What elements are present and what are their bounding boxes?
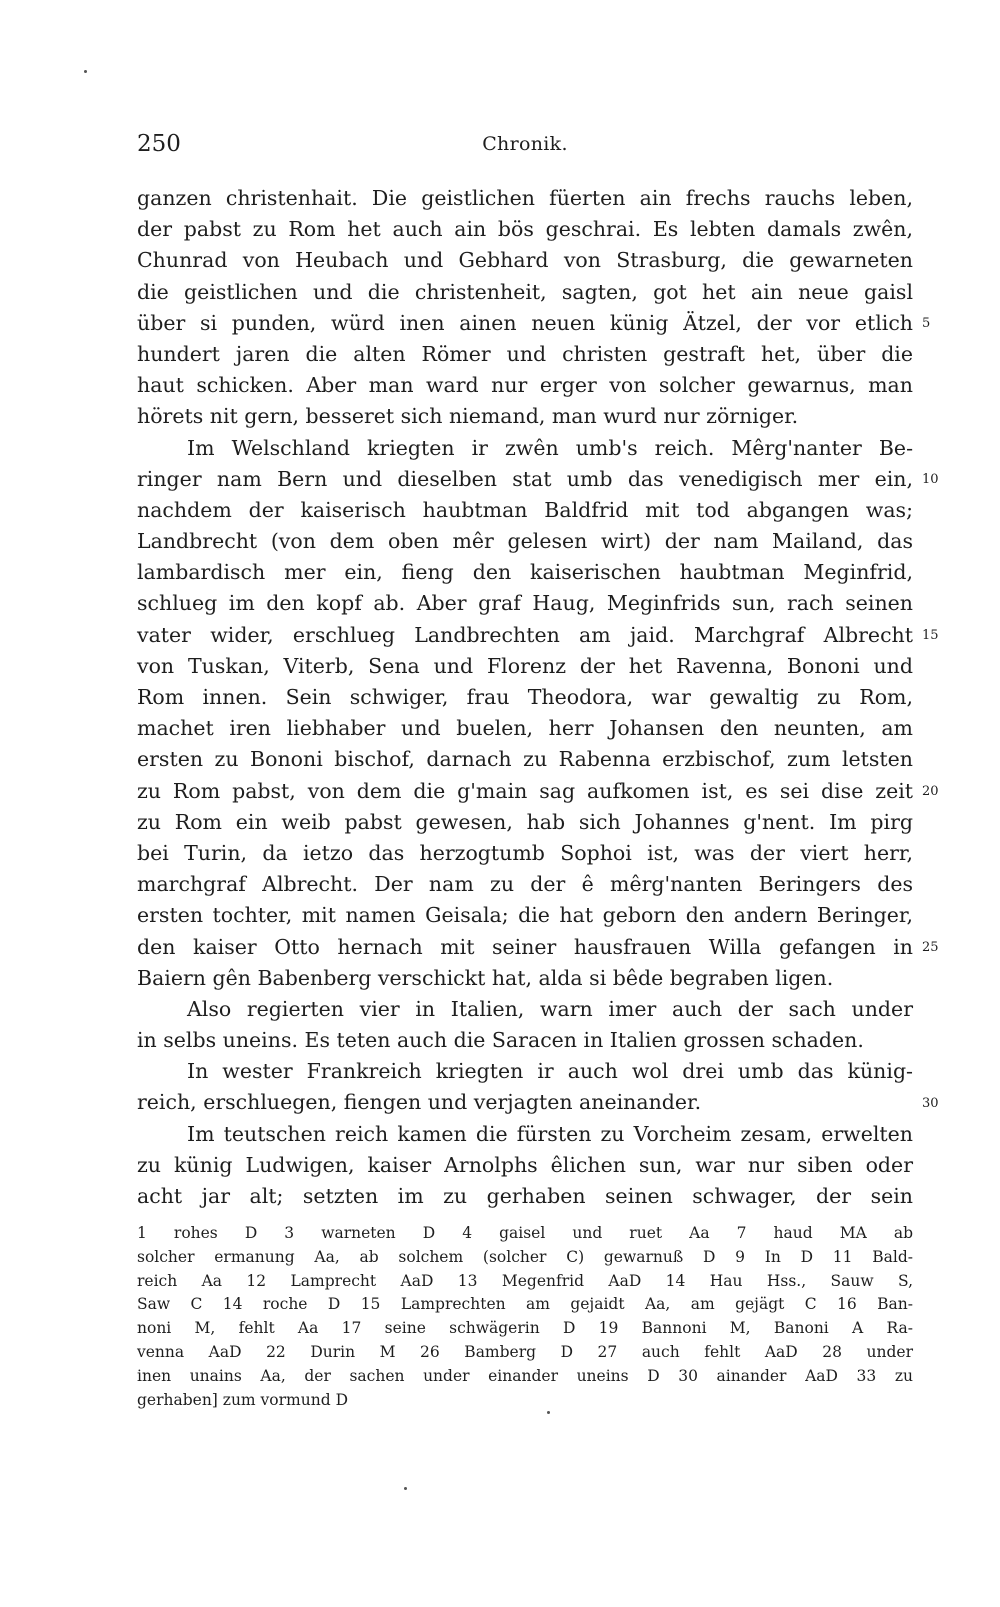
- line-number: 25: [922, 939, 939, 955]
- line-number: 20: [922, 783, 939, 799]
- text-line: reich, erschluegen, fiengen und verjagten aneinander.: [137, 1090, 702, 1115]
- text-line: bei Turin, da ietzo das herzogtumb Sophoi ist, was der viert herr,: [137, 840, 913, 865]
- main-text: [137, 183, 913, 1212]
- footnote-line: solcher ermanung Aa, ab solchem (solcher C) gewarnuß D 9 In D 11 Bald-: [137, 1247, 913, 1266]
- text-line: haut schicken. Aber man ward nur erger von solcher gewarnus, man: [137, 373, 913, 398]
- text-line: schlueg im den kopf ab. Aber graf Haug, Meginfrids sun, rach seinen: [137, 591, 913, 616]
- footnotes: [137, 1222, 913, 1412]
- text-line: über si punden, würd inen ainen neuen künig Ätzel, der vor etlich: [137, 310, 913, 335]
- page-header: [137, 131, 913, 161]
- text-line: Baiern gên Babenberg verschickt hat, alda si bêde begraben ligen.: [137, 965, 834, 990]
- text-line: zu künig Ludwigen, kaiser Arnolphs êlichen sun, war nur siben oder: [137, 1152, 913, 1177]
- text-line: Rom innen. Sein schwiger, frau Theodora, war gewaltig zu Rom,: [137, 685, 913, 709]
- text-line: den kaiser Otto hernach mit seiner hausfrauen Willa gefangen in: [137, 934, 913, 959]
- text-line: In wester Frankreich kriegten ir auch wol drei umb das künig-: [187, 1059, 913, 1084]
- line-number: 10: [922, 471, 939, 487]
- text-line: marchgraf Albrecht. Der nam zu der ê mêrg'nanten Beringers des: [137, 872, 913, 897]
- text-line: in selbs uneins. Es teten auch die Saracen in Italien grossen schaden.: [137, 1028, 864, 1053]
- text-line: hörets nit gern, besseret sich niemand, man wurd nur zörniger.: [137, 404, 799, 429]
- text-line: Also regierten vier in Italien, warn imer auch der sach under: [187, 996, 913, 1021]
- text-line: Im Welschland kriegten ir zwên umb's reich. Mêrg'nanter Be-: [187, 435, 913, 460]
- text-line: ersten tochter, mit namen Geisala; die hat geborn den andern Beringer,: [137, 903, 913, 928]
- text-line: zu Rom pabst, von dem die g'main sag aufkomen ist, es sei dise zeit: [137, 778, 913, 803]
- footnote-line: inen unains Aa, der sachen under einander uneins D 30 ainander AaD 33 zu: [137, 1366, 913, 1385]
- text-line: hundert jaren die alten Römer und christen gestraft het, über die: [137, 341, 913, 366]
- text-line: machet iren liebhaber und buelen, herr Johansen den neunten, am: [137, 716, 913, 741]
- line-number: 30: [922, 1095, 939, 1111]
- footnote-line: 1 rohes D 3 warneten D 4 gaisel und ruet Aa 7 haud MA ab: [137, 1224, 913, 1242]
- text-line: Im teutschen reich kamen die fürsten zu Vorcheim zesam, erwelten: [187, 1121, 913, 1146]
- text-line: Chunrad von Heubach und Gebhard von Strasburg, die gewarneten: [137, 248, 913, 273]
- text-line: von Tuskan, Viterb, Sena und Florenz der het Ravenna, Bononi und: [137, 653, 913, 678]
- scan-speck: [84, 70, 87, 73]
- line-number: 5: [922, 315, 931, 331]
- footnote-line: Saw C 14 roche D 15 Lamprechten am gejaidt Aa, am gejägt C 16 Ban-: [137, 1295, 913, 1314]
- text-line: acht jar alt; setzten im zu gerhaben seinen schwager, der sein: [137, 1184, 913, 1208]
- text-line: die geistlichen und die christenheit, sagten, got het ain neue gaisl: [137, 279, 913, 304]
- text-line: der pabst zu Rom het auch ain bös geschrai. Es lebten damals zwên,: [137, 217, 913, 242]
- footnote-line: gerhaben] zum vormund D: [137, 1390, 348, 1409]
- footnote-line: venna AaD 22 Durin M 26 Bamberg D 27 auch fehlt AaD 28 under: [137, 1342, 913, 1361]
- text-line: nachdem der kaiserisch haubtman Baldfrid mit tod abgangen was;: [137, 497, 913, 522]
- text-line: vater wider, erschlueg Landbrechten am jaid. Marchgraf Albrecht: [137, 622, 913, 647]
- text-line: lambardisch mer ein, fieng den kaiserischen haubtman Meginfrid,: [137, 560, 913, 585]
- text-line: Landbrecht (von dem oben mêr gelesen wirt) der nam Mailand, das: [137, 529, 913, 554]
- footnote-line: reich Aa 12 Lamprecht AaD 13 Megenfrid AaD 14 Hau Hss., Sauw S,: [137, 1271, 913, 1290]
- scan-speck: [404, 1487, 407, 1490]
- scan-speck: [547, 1411, 550, 1414]
- line-number: 15: [922, 627, 939, 643]
- text-line: ersten zu Bononi bischof, darnach zu Rabenna erzbischof, zum letsten: [137, 747, 913, 772]
- text-line: ganzen christenhait. Die geistlichen füerten ain frechs rauchs leben,: [137, 186, 913, 210]
- footnote-line: noni M, fehlt Aa 17 seine schwägerin D 19 Bannoni M, Banoni A Ra-: [137, 1319, 913, 1338]
- text-line: ringer nam Bern und dieselben stat umb das venedigisch mer ein,: [137, 466, 913, 491]
- page-number: 250: [137, 131, 181, 157]
- running-title: Chronik.: [482, 133, 568, 155]
- text-line: zu Rom ein weib pabst gewesen, hab sich Johannes g'nent. Im pirg: [137, 809, 913, 834]
